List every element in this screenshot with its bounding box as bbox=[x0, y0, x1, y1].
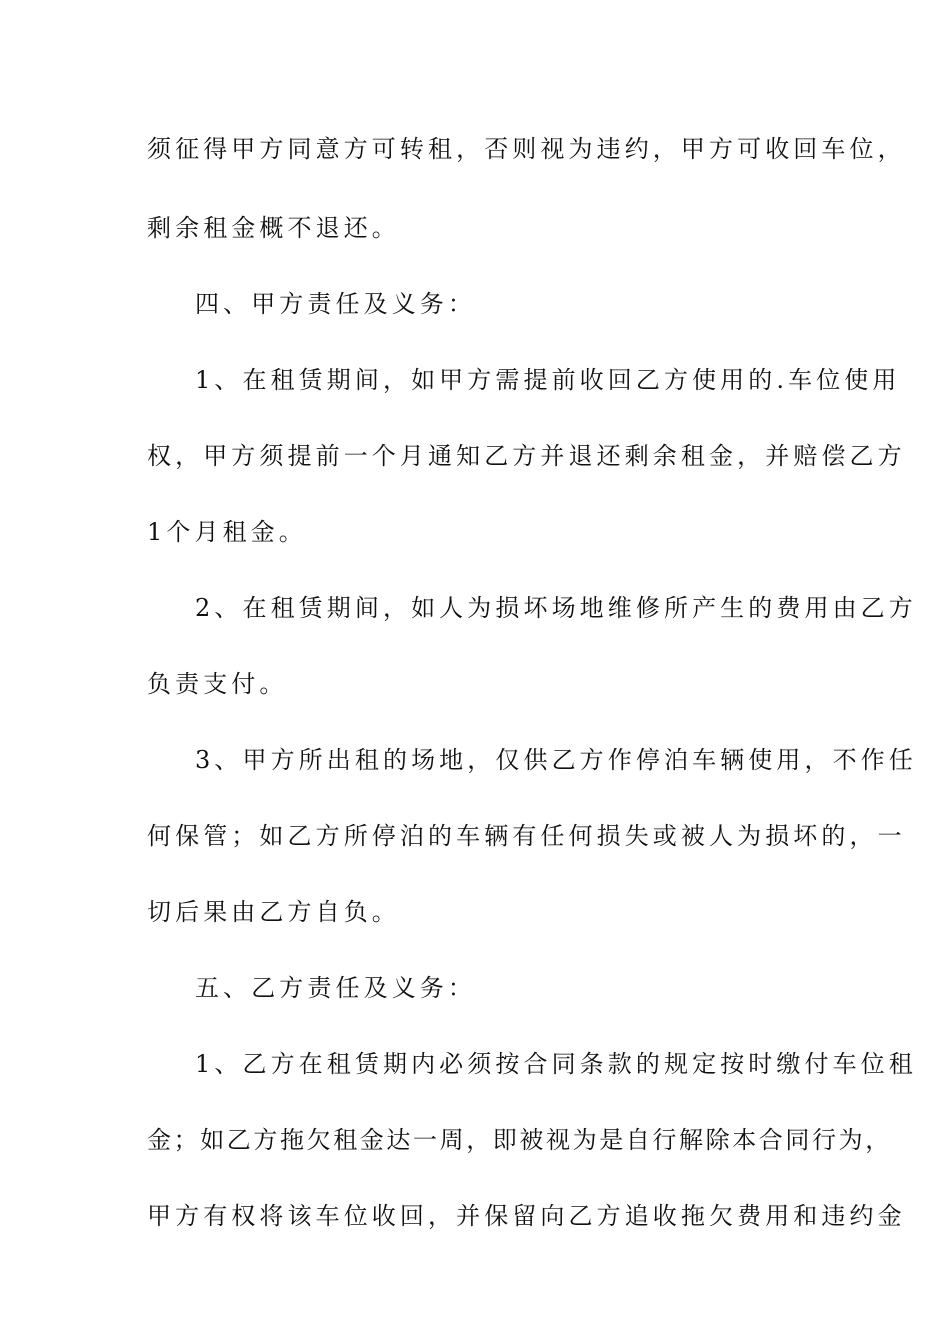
text-line: 须征得甲方同意方可转租，否则视为违约，甲方可收回车位， bbox=[147, 135, 906, 163]
text-line: 金；如乙方拖欠租金达一周，即被视为是自行解除本合同行为， bbox=[147, 1126, 892, 1154]
text-line: 剩余租金概不退还。 bbox=[147, 214, 400, 242]
text-line: 何保管；如乙方所停泊的车辆有任何损失或被人为损坏的，一 bbox=[147, 822, 906, 850]
text-line: 切后果由乙方自负。 bbox=[147, 898, 400, 926]
text-line: 2、在租赁期间，如人为损坏场地维修所产生的费用由乙方 bbox=[195, 594, 917, 622]
text-line: 甲方有权将该车位收回，并保留向乙方追收拖欠费用和违约金 bbox=[147, 1202, 906, 1230]
text-line: 1、在租赁期间，如甲方需提前收回乙方使用的.车位使用 bbox=[195, 366, 901, 394]
text-line: 权，甲方须提前一个月通知乙方并退还剩余租金，并赔偿乙方 bbox=[147, 442, 906, 470]
text-line: 1、乙方在租赁期内必须按合同条款的规定按时缴付车位租 bbox=[195, 1050, 917, 1078]
text-line: 3、甲方所出租的场地，仅供乙方作停泊车辆使用，不作任 bbox=[195, 746, 917, 774]
text-line: 1个月租金。 bbox=[147, 518, 307, 546]
section-heading: 五、乙方责任及义务： bbox=[195, 974, 476, 1002]
section-heading: 四、甲方责任及义务： bbox=[195, 290, 476, 318]
text-line: 负责支付。 bbox=[147, 670, 288, 698]
